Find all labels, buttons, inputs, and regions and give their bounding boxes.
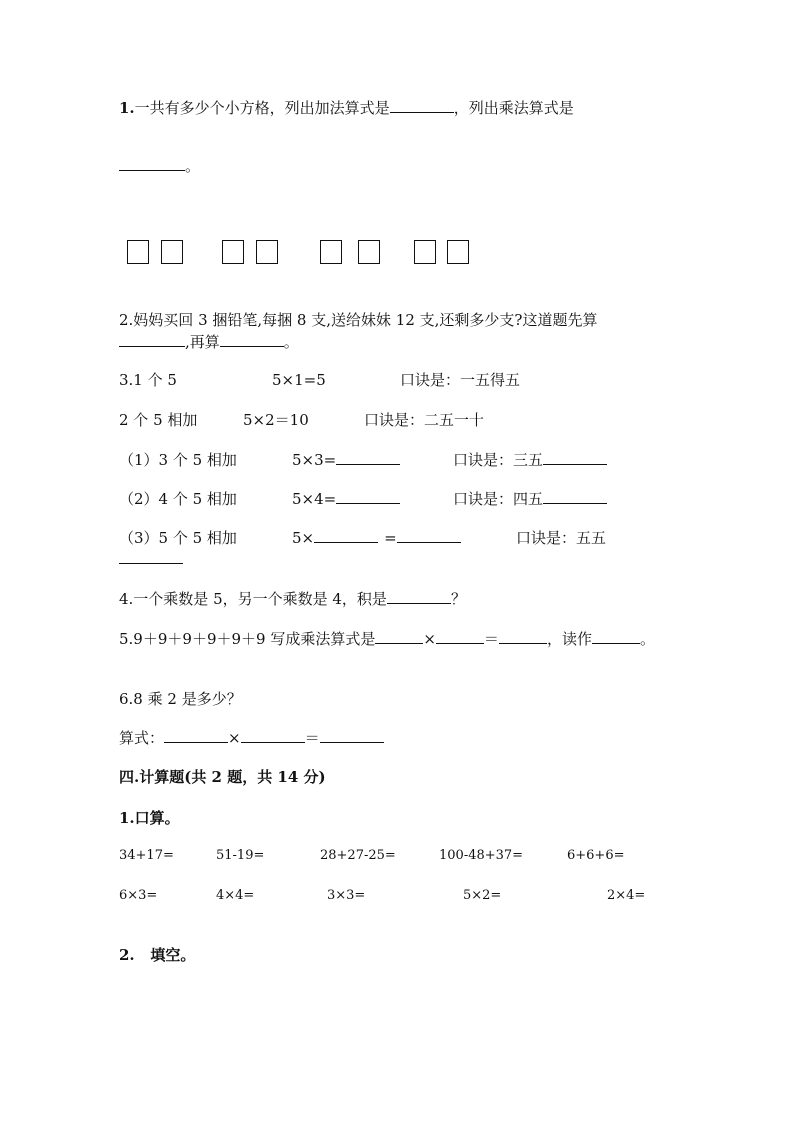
- square: [256, 240, 278, 264]
- q1-line2: [119, 156, 200, 176]
- q3-row2-c: 口诀是：二五一十: [364, 411, 485, 429]
- q5-read: ，读作: [546, 630, 592, 648]
- q6-eq: ＝: [304, 729, 320, 747]
- q6-times: ×: [228, 729, 241, 747]
- square: [358, 240, 380, 264]
- q3-row4-rhyme: 口诀是：四五: [453, 490, 544, 508]
- q1-end: 。: [185, 157, 201, 175]
- calc1-r2-c3: 3×3=: [327, 888, 366, 903]
- section4-title: 四.计算题(共 2 题，共 14 分): [119, 768, 326, 786]
- square: [447, 240, 469, 264]
- q3-row2-a: 2 个 5 相加: [119, 411, 198, 429]
- square: [414, 240, 436, 264]
- calc2-title: 2. 填空。: [119, 946, 196, 964]
- q5-times: ×: [423, 630, 436, 648]
- q1-text-b: ，列出乘法算式是: [453, 99, 574, 117]
- square: [320, 240, 342, 264]
- q4-end: ？: [450, 590, 466, 608]
- q6-formula-line: [119, 728, 384, 748]
- q3-row5-b: [292, 528, 461, 548]
- q5-product-blank[interactable]: [499, 629, 547, 644]
- q3-row3-rhyme-blank[interactable]: [543, 450, 607, 465]
- q3-row5-rhyme-line: [119, 549, 183, 569]
- calc1-r1-c4: 100-48+37=: [439, 848, 524, 863]
- q3-row5-factor-blank[interactable]: [314, 528, 378, 543]
- q2-line2: [119, 332, 299, 352]
- calc1-r2-c4: 5×2=: [463, 888, 502, 903]
- q3-row2-b: 5×2＝10: [243, 411, 309, 429]
- q3-row4-c: [453, 489, 607, 509]
- q5-factor1-blank[interactable]: [375, 629, 423, 644]
- q5-factor2-blank[interactable]: [436, 629, 484, 644]
- q1-multiplication-blank[interactable]: [119, 156, 185, 171]
- q1-addition-blank[interactable]: [390, 98, 454, 113]
- q5-reading-blank[interactable]: [592, 629, 640, 644]
- q2-first-blank[interactable]: [119, 332, 185, 347]
- calc1-r1-c5: 6+6+6=: [567, 848, 625, 863]
- calc1-r1-c2: 51-19=: [216, 848, 265, 863]
- q1-line1: [119, 98, 574, 118]
- q3-row5-c: 口诀是：五五: [516, 529, 607, 547]
- q3-row3-a: （1）3 个 5 相加: [119, 451, 237, 469]
- q2-mid: ,再算: [185, 333, 220, 351]
- square: [161, 240, 183, 264]
- q3-row3-rhyme: 口诀是：三五: [453, 451, 544, 469]
- q6-formula-label: 算式：: [119, 729, 165, 747]
- q5-eq: ＝: [483, 630, 499, 648]
- q6-factor1-blank[interactable]: [164, 728, 228, 743]
- calc1-r2-c5: 2×4=: [607, 888, 646, 903]
- q3-row3-answer-blank[interactable]: [336, 450, 400, 465]
- q3-row5-a: （3）5 个 5 相加: [119, 529, 237, 547]
- q2-second-blank[interactable]: [220, 332, 284, 347]
- q5-text: 5.9＋9＋9＋9＋9＋9 写成乘法算式是: [119, 630, 376, 648]
- q3-row4-rhyme-blank[interactable]: [543, 489, 607, 504]
- calc1-r1-c3: 28+27-25=: [320, 848, 396, 863]
- q4-answer-blank[interactable]: [387, 589, 451, 604]
- q3-row5-answer-blank[interactable]: [397, 528, 461, 543]
- q2-line1: 2.妈妈买回 3 捆铅笔,每捆 8 支,送给妹妹 12 支,还剩多少支?这道题先算: [119, 311, 598, 329]
- calc1-r2-c1: 6×3=: [119, 888, 158, 903]
- q3-row5-rhyme-blank[interactable]: [119, 549, 183, 564]
- square: [127, 240, 149, 264]
- q3-row4-a: （2）4 个 5 相加: [119, 490, 237, 508]
- q3-row4-answer-blank[interactable]: [336, 489, 400, 504]
- q3-row5-equals: =: [384, 529, 397, 547]
- q3-row3-c: [453, 450, 607, 470]
- calc1-title: 1.口算。: [119, 809, 180, 827]
- q5-line: [119, 629, 655, 649]
- q3-row4-b: [292, 489, 400, 509]
- q4-text: 4.一个乘数是 5，另一个乘数是 4，积是: [119, 590, 387, 608]
- q1-text-a: 一共有多少个小方格，列出加法算式是: [134, 99, 390, 117]
- q4-line: [119, 589, 466, 609]
- q6-question: 6.8 乘 2 是多少？: [119, 690, 242, 708]
- calc1-r2-c2: 4×4=: [216, 888, 255, 903]
- q2-end: 。: [283, 333, 299, 351]
- q3-row3-b: [292, 450, 400, 470]
- q3-row4-formula: 5×4=: [292, 490, 337, 508]
- q1-number: 1.: [119, 99, 135, 117]
- q5-end: 。: [639, 630, 655, 648]
- q3-row1-a: 3.1 个 5: [119, 371, 177, 389]
- q6-product-blank[interactable]: [320, 728, 384, 743]
- square: [222, 240, 244, 264]
- q6-factor2-blank[interactable]: [241, 728, 305, 743]
- q3-row1-c: 口诀是：一五得五: [400, 371, 521, 389]
- q3-row3-formula: 5×3=: [292, 451, 337, 469]
- calc1-r1-c1: 34+17=: [119, 848, 174, 863]
- q3-row1-b: 5×1=5: [272, 371, 326, 389]
- q3-row5-formula: 5×: [292, 529, 315, 547]
